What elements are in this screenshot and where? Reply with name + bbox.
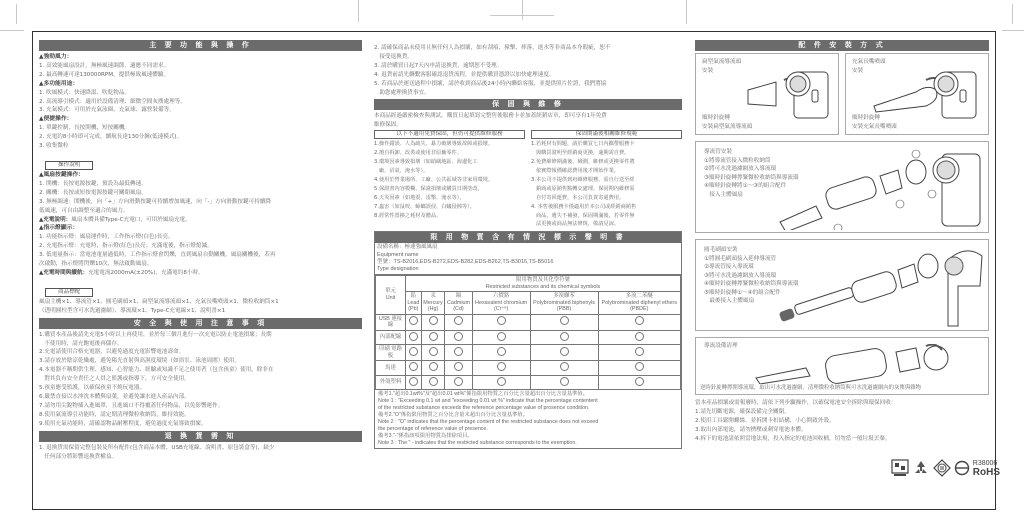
type-designation-en: Type designation [377,265,419,272]
sub-zh: 多溴二苯醚 [625,293,653,300]
text-line: 8.經常性置換之耗材及贈品。 [374,212,442,219]
text-line: 2. 請確保商品未使用且無任何人為損壞，如有刮痕、撞擊、摔落、進水等非商品本身瑕疵，恕不 [374,45,611,51]
circle-mark [560,316,569,325]
circle-mark [429,377,438,386]
text-line: 4. 本售後服務卡僅適用於本公司或經銷商銷售 [531,203,637,210]
step-line: ④順時針旋轉擰緊微粒收納筒與導流環 [704,281,799,287]
heading-charging: ▲充電說明： [39,216,72,223]
column-left [33,32,368,461]
circle-mark [454,332,463,341]
text-line: 充電電流2000mA(±20%)，充滿電約8小時。 [88,269,204,276]
heading-fan-button: ▲風扇按鍵操作： [39,171,85,178]
step-line: ②將可水洗過濾網放入導流環 [704,166,777,172]
panel-label: 安裝 [702,67,714,74]
text-line: 1. 單鍵控制，長按開機，短按關機。 [39,125,131,132]
text-line: 1. 高效能風扇設計，無極風速調節，適應不同需求。 [39,62,170,69]
note-line: the percentage of reference value of presence. [378,426,488,433]
section-header-accessories: 配 件 安 裝 方 式 [695,40,989,51]
text-line: 自付寄回運費，本公司負責寄還費用。 [531,194,625,201]
circle-mark [497,347,506,356]
text-line: 1. 退換貨需保留完整包裝及所有配件(包含商品本體、USB充電線、說明書、原包裝盒等)，缺少 [39,444,275,451]
text-line: 2.擅自拆卸、改裝或使用非原廠零件。 [374,150,462,157]
circle-mark [429,316,438,325]
unit-name: 外殼塑料 [376,375,406,390]
text-line: 9.使用充氣功能時，請確認物品耐壓程度，避免過度充氣導致損壞。 [39,420,207,427]
note-line: 備考1."超出0.1wt%"及"超出0.01 wt%"係指限用物質之百分比含量超出百分比含量基準值。 [378,391,589,398]
circle-mark [409,377,418,386]
text-line: （透明圓柱型含可水洗過濾網）、導流環×1、Type-C充電線×1、說明書×1 [39,307,226,314]
text-line: 1.操作錯誤、人為疏失、暴力破壞導致故障或損壞。 [374,141,494,148]
sub-zh: 鉛 [410,293,417,300]
panel-caption: 逆時針旋轉擰開導流環，取出可水洗過濾網，清理微粒收納筒與可水洗過濾網內的灰塵與雜物 [700,385,922,391]
circle-mark [497,316,506,325]
text-line: 2.充電請使用合格充電器，以避免過度充電影響電池壽命。 [39,349,185,356]
rohs-mark [973,459,1000,477]
text-line: 3.本公司不提供到府維修服務，需自行送至經 [531,176,635,183]
section-header-warranty: 保 固 與 維 修 [374,99,682,110]
table-row [376,330,681,345]
circle-mark [454,316,463,325]
restricted-zh: 限用物質及其化學符號 [516,277,570,284]
disposal-intro: 當本產品損壞或需報廢時，請依下列步驟操作，以確保電池安全拆除與環保回收： [695,400,897,406]
text-line: 依實際報價確認費用後才開始作業。 [531,167,619,174]
circle-mark [429,347,438,356]
text-line: 3. 請於購買日起7天內申請退換貨，逾期恕不受理。 [374,62,503,69]
disposal-section [695,399,989,444]
panel-caption: 安裝扁型氣流導流頭 [702,123,753,130]
heading-charge-time: ▲充電時間與續航： [39,269,89,276]
note-line: 備考2."O"係指限用物質之百分比含量未超出百分比含量基準值。 [378,412,529,419]
circle-mark [429,362,438,371]
equipment-name-en: Equipment name [377,251,419,258]
warranty-columns [374,130,682,229]
circle-mark [409,362,418,371]
panel-long-nozzle [845,53,989,135]
col-cadmium [445,292,472,315]
recycle-icon [912,459,930,477]
text-line: 法更換或商品無法修復，敬請見諒。 [531,221,619,228]
circle-mark [560,377,569,386]
sub-zh: 汞 [430,293,436,300]
unit-name: 內部配線 [376,330,406,345]
rohs-title: 限 用 物 質 含 有 情 況 標 示 聲 明 書 [375,232,681,243]
step-line: 最後接入主體風扇 [704,298,755,304]
col-chromium [472,292,530,315]
circle-mark [635,332,644,341]
crop-mark [490,15,554,16]
note-line: Note 3 : The " - indicates that the restricted substance corresponds to the exemption. [378,440,577,447]
step-line: ①將導流管接入微粒收納筒 [704,157,771,164]
column-middle [368,44,688,449]
crop-mark [16,4,17,24]
text-line: 4. 退貨前請先聯繫客服確認退貨流程，並提供購買憑證以加快處理速度。 [374,71,555,78]
table-row [376,314,681,330]
circle-mark [409,347,418,356]
crop-mark [1002,30,1024,31]
text-line: 與購買證明至經銷商更換，逾期需自費。 [531,150,630,157]
note-line: 備考3."-"係指該項限用物質為排除項目。 [378,433,473,440]
step-line: ④順時針旋轉將①～③的組合配件 [704,183,787,189]
text-line: 2. 充電指示燈：充電時，指示燈(紅色)長亮；充滿電後，指示燈熄滅。 [39,243,213,250]
sub-en: Polybrominated biphenyls [533,299,595,306]
equipment-name-zh: 設備名稱：極速強風風扇 [377,244,438,251]
text-line: 3.環境因素導致損壞（如硝磺地區、海邊化工 [374,159,478,166]
text-line: 7.蟲害（如鼠咬、蟑螂誤侵、白蟻侵蝕等）。 [374,203,475,210]
circle-mark [409,332,418,341]
unit-header [376,276,406,315]
step-line: ①將圓毛刷頭接入延伸導流管 [704,255,777,262]
step-line: ⑤順時針旋轉①～④的組合配件 [704,289,781,296]
panel-title: 圓毛刷頭安裝 [704,247,738,253]
circle-mark [635,347,644,356]
col-pbb [530,292,598,315]
duct-tube-illustration [776,148,986,230]
warranty-exclusions [374,130,525,229]
step-line: ③順時針旋轉擰緊微粒收納筒與導流環 [704,174,799,181]
type-designation-zh: 型號：TS-B2016,EDS-B272,EDS-B282,EDS-B262,TS-B3016,TS-B5016 [377,258,554,265]
circle-mark [635,316,644,325]
section-header-main-functions: 主 要 功 能 與 操 作 [39,40,362,51]
circle-mark [497,377,506,386]
step-line: ③將可水洗過濾網放入導流環 [704,272,777,279]
column-right [689,32,995,444]
text-line: 本商品經過嚴密檢查與測試，購買日起填寫完整售後服務卡並加蓋經銷店章，即可享有1年免費 [374,113,607,120]
heading-easy-operation: ▲便捷操作： [39,116,73,123]
text-line: 3. 無極調速：開機後，向「+」方向滑動按鍵可持續增加風速，向「-」方向滑動按鍵可持續降 [39,198,271,205]
panel-title: 導流管安裝 [704,149,732,155]
sub-zh: 鎘 [455,293,462,300]
heading-multi-use: ▲多功能用途： [39,80,79,87]
col-pbde [598,292,680,315]
warranty-post-expiry-title: 保固期滿後相關維修規範 [531,130,682,139]
sub-sym: (Cr⁺⁶) [493,306,509,313]
panel-flat-nozzle [695,53,839,135]
text-line: 對其負有安全責任之人員之監護或指導下，方可安全使用。 [39,376,190,383]
step-line: ②導流管接入導流環 [704,264,754,270]
panel-cleaning [695,337,989,395]
brush-head-illustration [776,246,986,328]
circle-mark [635,362,644,371]
circle-mark [429,332,438,341]
rohs-table [375,275,681,390]
unit-name: 印刷 電路板 [376,345,406,361]
circle-mark [635,377,644,386]
step-line: 接入主體風扇 [704,191,743,198]
crop-mark [522,0,523,20]
circle-mark [454,377,463,386]
text-line: 風扇本體具備Type-C充電口，可用於風扇充電。 [71,216,191,223]
text-line: 7.請勿用尖銳物插入進風罩，且進風口不得覆蓋任何物品，以免影響運作。 [39,402,224,409]
panel-label: 充氣長嘴噴頭 [852,59,886,65]
panel-duct-tube [695,141,989,233]
rohs-declaration [374,231,682,449]
disposal-step: 1.請先切斷電源，確保設備完全關閉。 [695,408,790,415]
text-line: 5.孩童應受監護，以確保孩童不燒玩電器。 [39,385,146,392]
text-line: 不使用時，請充飽電後再儲存。 [39,340,123,347]
text-line: 1. 開機：長按電源按鍵，預設為最低轉速。 [39,180,147,187]
heading-indicator: ▲指示燈顯示： [39,225,79,232]
text-line: 4.使用於營業場所、工廠、公共區域等非家用環境。 [374,176,494,183]
text-line: 5.保證書內容模糊、保證損壞或購買日期塗改。 [374,185,483,192]
text-line: 接受退換貨。 [374,53,413,60]
text-line: 低風速，可自由調整至適合的風力。 [39,207,129,214]
sub-en: Mercury [423,299,443,306]
note-line: Note 2 : "O" indicates that the percentage content of the restricted substance does not exceed [378,419,599,426]
panel-caption: 順時針旋轉 [852,115,880,121]
table-row [376,375,681,390]
restricted-header [406,276,681,292]
disposal-step: 3.取出內部電池，請勿擠壓或刺穿電池本體。 [695,426,807,433]
restricted-en: Restricted substances and its chemical symbols [485,283,601,290]
text-line: 次啟動，指示燈將閃爍10次，無法啟動風扇。 [39,261,153,268]
panel-label: 安裝 [852,67,864,74]
text-line: 1. 吹風模式：快速降溫、吹乾物品。 [39,89,131,96]
text-line: 3.請存放於陰涼乾燥處，避免陽光直射與高濕度環境（如浴室、泳池周圍）使用。 [39,358,241,365]
text-line: 6.嚴禁直接以水沖洗本體與扇葉，並避免讓水進入產品內部。 [39,394,190,400]
crop-mark [1012,4,1013,24]
circle-mark [497,332,506,341]
certification-marks [891,459,1000,477]
text-line: 3. 收集微粒 [39,143,69,150]
text-line: 助您處理換貨事宜。 [374,89,430,96]
section-header-safety: 安 全 與 使 用 注 意 事 項 [39,318,362,329]
text-line: 任何部分將影響退換貨權益。 [39,453,118,460]
long-nozzle-illustration [866,62,986,120]
text-line: 1. 功能指示燈：風扇運作時，工作指示燈(白色)長亮。 [39,234,174,241]
panel-label: 扁型氣流導流頭 [702,59,742,65]
rohs-notes [375,390,681,448]
crop-mark [358,0,359,22]
panel-caption: 順時針旋轉 [702,115,730,121]
sub-en: Hexavalent chromium [475,299,528,306]
unit-name: USB 連接線 [376,314,406,330]
heading-strong-wind: ▲強勁風力： [39,54,73,60]
col-mercury [421,292,445,315]
cert-code: R38006 [972,460,998,467]
disposal-step: 4.拆下的電池請依照當地法規，投入指定的電池回收桶，切勿當一般垃圾丟棄。 [695,435,891,442]
unit-name: 馬達 [376,361,406,376]
label-operation: 操作說明 [45,161,93,170]
circle-mark [454,362,463,371]
text-line: 1.若耗材有問題，請於購買七日內攜帶服務卡 [531,141,635,148]
text-line: 2. 關機：長按或短按電源按鍵可關閉風扇。 [39,189,147,196]
crop-mark [0,30,24,31]
table-row [376,345,681,361]
panel-row-top [695,53,989,135]
text-line: 2.免費維修期滿後，檢測、維修或更換零件將 [531,159,635,166]
battery-recycle-icon [891,459,909,477]
sub-sym: (PBDE) [630,306,649,313]
circle-mark [409,316,418,325]
text-line: 3. 低電量指示：當電池電量過低時，工作指示燈會閃爍，直到風扇自動關機，風扇關機後，若再 [39,252,276,259]
class-ii-icon [933,459,951,477]
unit-label-en: Unit [385,294,396,301]
text-line: 維修保固。 [374,122,402,129]
rohs-equipment [375,243,681,275]
unit-label-zh: 單元 [385,288,396,295]
panel-caption: 安裝充氣長嘴噴頭 [852,123,897,130]
cleaning-illustration [746,344,986,384]
text-line: 1.購買本產品後請先充電5小時以上再使用，並於每三個月進行一次充電以防止電池損壞；長期 [39,331,272,338]
note-line: of the restricted substance exceeds the reference percentage value of prosence condition. [378,405,590,412]
disposal-step: 2.使用工具鬆開螺絲，並拆開卡扣結構，小心開啟外殼。 [695,417,835,424]
text-line: 5. 若商品於運送過程中損壞，請於收到商品後24小時內聯絡客服，並提供照片佐證，我們將協 [374,80,607,87]
circle-mark [560,362,569,371]
sub-zh: 六價鉻 [493,293,510,300]
text-line: 風扇主機×1、導流管×1、圓毛刷頭×1、扁型氣流導流頭×1、充氣長嘴噴頭×1、微粒收納筒×1 [39,298,279,305]
text-line: 3. 充氣模式：可用於充氣泳圈、充氣球、露營裝備等。 [39,107,175,114]
panel-title: 導流設備清理 [704,343,738,349]
warranty-exclusions-title: 以下不適用免費保固，但仍可提供維修服務 [374,130,525,139]
table-row [376,361,681,376]
manual-sheet [32,31,996,510]
text-line: 4.本電器不稱期供生理、感知、心智能力、經驗或知識不足之使用者（包含孩童）使用，除非在 [39,367,274,374]
label-package: 商品標配 [45,288,93,297]
sub-en: Cadmium [446,299,471,306]
text-line: 廠、沼氣、淹水等）。 [374,167,429,174]
warranty-post-expiry [531,130,682,229]
text-line: 2. 高流導引模式：適用於設備清理、細微空間灰塵處理等。 [39,98,186,105]
sub-en: Polybrominated diphenyl ethers [601,299,678,306]
text-line: 2. 充電約8小時即可完成，續航長達130分鐘(低速模式)。 [39,134,183,141]
circle-mark [560,332,569,341]
note-line: Note 1 : "Exceeding 0.1 wt and "exceeding 0.01 wt %" indicate that the percentage contentent [378,398,598,405]
text-line: 8.使用氣流導引功能時，請定期清理微粒收納筒，維持效能。 [39,411,190,418]
flat-nozzle-illustration [736,62,836,120]
text-line: 6.天災因素（如地震、雷擊、淹水等）。 [374,194,465,201]
circle-mark [560,347,569,356]
sub-sym: (Cd) [453,306,464,313]
crop-mark [686,0,687,24]
sub-sym: (Hg) [427,306,439,313]
col-lead [406,292,422,315]
sub-zh: 多溴聯苯 [553,293,575,300]
charging-line [39,216,362,225]
text-line: 2. 最高轉速可達130000RPM，提供極致風速體驗。 [39,71,170,78]
text-line: 銷商或原銷售點轉交處理。保固期內維修需 [531,185,635,192]
circle-mark [497,362,506,371]
sub-sym: (PBB) [556,306,572,313]
text-line: 商品，遺失不補發，保固期滿後，若零件無 [531,212,635,219]
sub-en: Lead [407,299,420,306]
section-header-returns: 退 換 貨 需 知 [39,431,362,442]
circle-mark [454,347,463,356]
cert-rohs: RoHS [972,467,1000,478]
bsmi-icon [954,460,970,476]
panel-brush-head [695,239,989,331]
sub-sym: (Pb) [408,306,419,313]
charge-time-line [39,269,362,278]
